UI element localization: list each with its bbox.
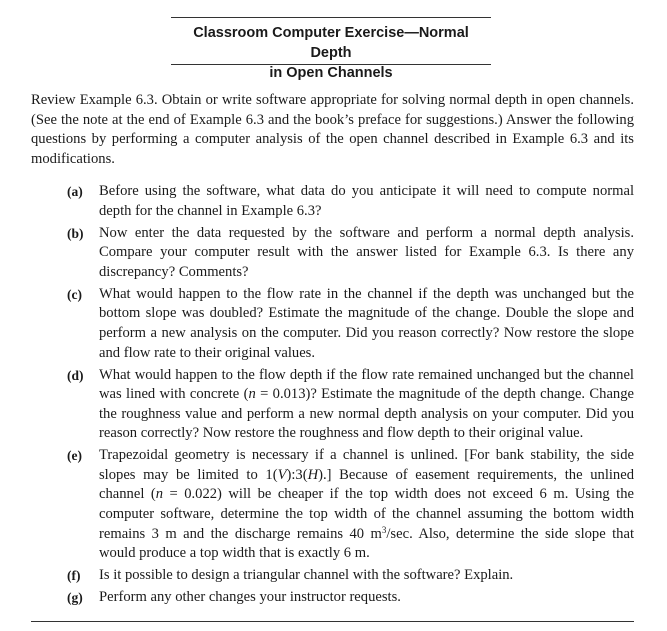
cubic-superscript: 3 bbox=[381, 524, 387, 535]
question-label: (d) bbox=[67, 367, 84, 383]
question-text-part: ).] Because of easement requirements, the unlined channel ( bbox=[99, 466, 634, 503]
horizontal-symbol: H bbox=[307, 466, 319, 483]
question-label: (a) bbox=[67, 184, 83, 199]
question-text-part: What would happen to the flow depth if the flow rate remained unchanged but the channel was lined with concrete ( bbox=[99, 366, 634, 403]
vertical-symbol: V bbox=[277, 466, 287, 483]
question-label: (g) bbox=[67, 590, 83, 606]
question-text bbox=[99, 447, 634, 561]
question-text-part: = 0.013)? Estimate the magnitude of the depth change. Change the roughness value and perform a new normal depth analysis on your computer. Did you reason correctly? Now restore the roughness and flow depth to their original value. bbox=[99, 386, 634, 442]
question-text-part: Trapezoidal geometry is necessary if a channel is unlined. [For bank stability, the side slopes may be limited to 1( bbox=[99, 447, 634, 483]
title-top-rule bbox=[171, 17, 491, 18]
question-label: (b) bbox=[67, 225, 84, 241]
question-text-part: ):3( bbox=[286, 466, 308, 483]
question-text: Now enter the data requested by the software and perform a normal depth analysis. Compare your computer result with the answer listed for Example 6.3. Is there any discrepancy? Comments? bbox=[99, 224, 634, 280]
question-label: (c) bbox=[67, 286, 82, 302]
question-text: Perform any other changes your instructor requests. bbox=[99, 589, 401, 606]
page-title bbox=[171, 23, 491, 83]
intro-paragraph: Review Example 6.3. Obtain or write software appropriate for solving normal depth in open channels. (See the note at the end of Example 6.3 and the book’s preface for suggestions.) Answer the following questions by performing a computer analysis of the open channel described in Example 6.3 and its modifications. bbox=[31, 92, 634, 167]
question-d bbox=[67, 366, 634, 444]
question-text: Before using the software, what data do you anticipate it will need to compute normal depth for the channel in Example 6.3? bbox=[99, 183, 634, 219]
page-title-line-2: in Open Channels bbox=[269, 65, 393, 81]
question-text: Is it possible to design a triangular channel with the software? Explain. bbox=[99, 567, 514, 584]
bottom-rule bbox=[31, 621, 634, 622]
title-bottom-rule bbox=[171, 64, 491, 65]
question-a bbox=[67, 182, 634, 221]
manning-n-symbol: n bbox=[248, 386, 256, 403]
page-title-line-1: Classroom Computer Exercise—Normal Depth bbox=[193, 25, 469, 61]
question-text bbox=[99, 367, 634, 442]
question-g bbox=[67, 588, 634, 608]
question-list bbox=[67, 182, 634, 610]
question-text-part: = 0.022) will be cheaper if the top width does not exceed 6 m. Using the computer software, determine the top width of the channel assuming the bottom width remains 3 m and the discharge remains 40 m bbox=[99, 486, 634, 542]
question-text: What would happen to the flow rate in the channel if the depth was unchanged but the bottom slope was doubled? Estimate the magnitude of the change. Double the slope and perform a new analysis on the computer. Did you reason correctly? Now restore the slope and flow rate to their original values. bbox=[99, 285, 634, 361]
question-label: (f) bbox=[67, 568, 81, 584]
question-b bbox=[67, 224, 634, 283]
manning-n-symbol: n bbox=[155, 486, 164, 503]
question-e bbox=[67, 446, 634, 564]
question-c bbox=[67, 285, 634, 363]
question-text-part: /sec. Also, determine the side slope that would produce a top width that is exactly 6 m. bbox=[99, 525, 634, 562]
question-label: (e) bbox=[67, 448, 82, 464]
question-f bbox=[67, 566, 634, 586]
